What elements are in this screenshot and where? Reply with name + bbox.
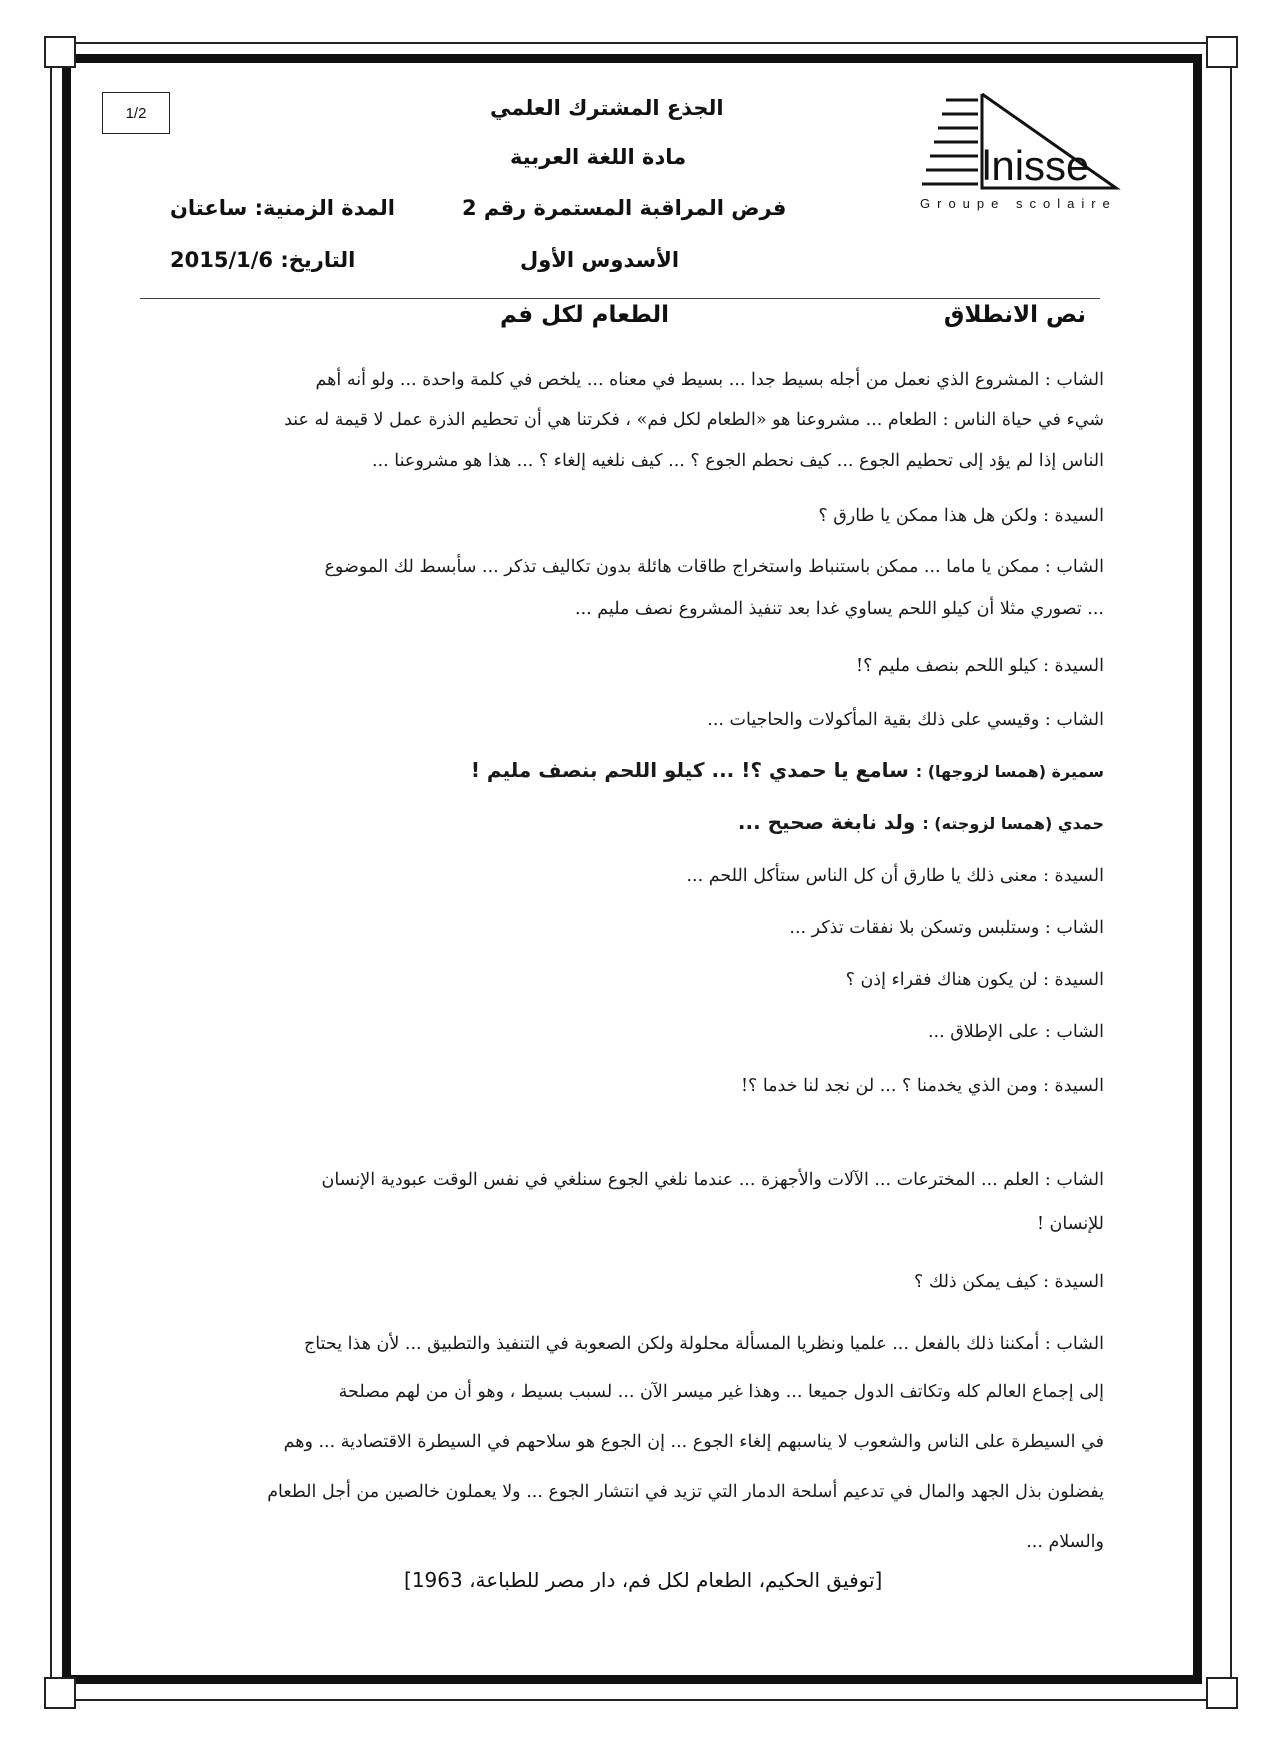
text-line: شيء في حياة الناس : الطعام ... مشروعنا هو «الطعام لكل فم» ، فكرتنا هي أن تحطيم الذرة عمل لا قيمة له عند [284,410,1104,430]
header-exam: فرض المراقبة المستمرة رقم 2 [462,196,787,220]
page-number: 1/2 [102,92,170,134]
logo-subtitle: Groupe scolaire [920,196,1117,211]
text-line: والسلام ... [1026,1532,1104,1552]
source-citation: [توفيق الحكيم، الطعام لكل فم، دار مصر للطباعة، 1963] [404,1568,883,1592]
text-line: في السيطرة على الناس والشعوب لا يناسبهم إلغاء الجوع ... إن الجوع هو سلاحهم في السيطرة الاقتصادية ... وهم [283,1432,1104,1452]
logo-graphic [916,92,1148,222]
dialogue-text: ولد نابغة صحيح ... [737,810,916,834]
text-line: الشاب : العلم ... المخترعات ... الآلات والأجهزة ... عندما نلغي الجوع سنلغي في نفس الوقت عبودية الإنسان [321,1170,1104,1190]
text-title: الطعام لكل فم [500,302,670,328]
text-line: يفضلون بذل الجهد والمال في تدعيم أسلحة الدمار التي تزيد في انتشار الجوع ... ولا يعملون خالصين من أجل الطعام [267,1482,1104,1502]
text-line: السيدة : معنى ذلك يا طارق أن كل الناس ستأكل اللحم ... [686,866,1104,886]
text-line: الشاب : على الإطلاق ... [927,1022,1104,1042]
text-line: السيدة : ومن الذي يخدمنا ؟ ... لن نجد لنا خدما ؟! [740,1076,1104,1096]
header-semester: الأسدوس الأول [520,248,680,272]
header-level: الجذع المشترك العلمي [490,96,724,120]
text-line: السيدة : لن يكون هناك فقراء إذن ؟ [845,970,1104,990]
text-line: ... تصوري مثلا أن كيلو اللحم يساوي غدا بعد تنفيذ المشروع نصف مليم ... [575,599,1104,619]
text-line: الشاب : وستلبس وتسكن بلا نفقات تذكر ... [789,918,1104,938]
frame-corner-top-left [44,36,76,68]
header-date: التاريخ: 2015/1/6 [170,248,356,272]
section-title: نص الانطلاق [943,302,1086,328]
speaker-label: حمدي (همسا لزوجته) : [922,814,1104,833]
dialogue-line [738,810,1104,834]
text-line: السيدة : كيلو اللحم بنصف مليم ؟! [856,656,1104,676]
dialogue-line [471,758,1104,782]
text-line: الناس إذا لم يؤد إلى تحطيم الجوع ... كيف نحطم الجوع ؟ ... كيف نلغيه إلغاء ؟ ... هذا هو مشروعنا ... [372,451,1104,471]
frame-corner-bottom-left [44,1677,76,1709]
text-line: الشاب : المشروع الذي نعمل من أجله بسيط جدا ... بسيط في معناه ... يلخص في كلمة واحدة ... ولو أنه أهم [315,370,1104,390]
text-line: السيدة : كيف يمكن ذلك ؟ [913,1272,1104,1292]
header-duration: المدة الزمنية: ساعتان [170,196,396,220]
logo-name: lnisse [982,142,1090,189]
header-subject: مادة اللغة العربية [510,145,687,169]
school-logo [916,92,1148,222]
frame-corner-bottom-right [1206,1677,1238,1709]
dialogue-text: سامع يا حمدي ؟! ... كيلو اللحم بنصف مليم ! [470,758,909,782]
text-line: للإنسان ! [1036,1214,1104,1234]
text-line: الشاب : أمكننا ذلك بالفعل ... علميا ونظريا المسألة محلولة ولكن الصعوبة في التنفيذ والتطبيق ... لأن هذا يحتاج [304,1334,1104,1354]
text-line: إلى إجماع العالم كله وتكاتف الدول جميعا ... وهذا غير ميسر الآن ... لسبب بسيط ، وهو أن من لهم مصلحة [338,1382,1104,1402]
text-line: السيدة : ولكن هل هذا ممكن يا طارق ؟ [818,506,1104,526]
speaker-label: سميرة (همسا لزوجها) : [915,762,1104,781]
text-line: الشاب : ممكن يا ماما ... ممكن باستنباط واستخراج طاقات هائلة بدون تكاليف تذكر ... سأبسط لك الموضوع [324,557,1104,577]
text-line: الشاب : وقيسي على ذلك بقية المأكولات والحاجيات ... [707,710,1104,730]
frame-corner-top-right [1206,36,1238,68]
header-separator [140,298,1100,299]
